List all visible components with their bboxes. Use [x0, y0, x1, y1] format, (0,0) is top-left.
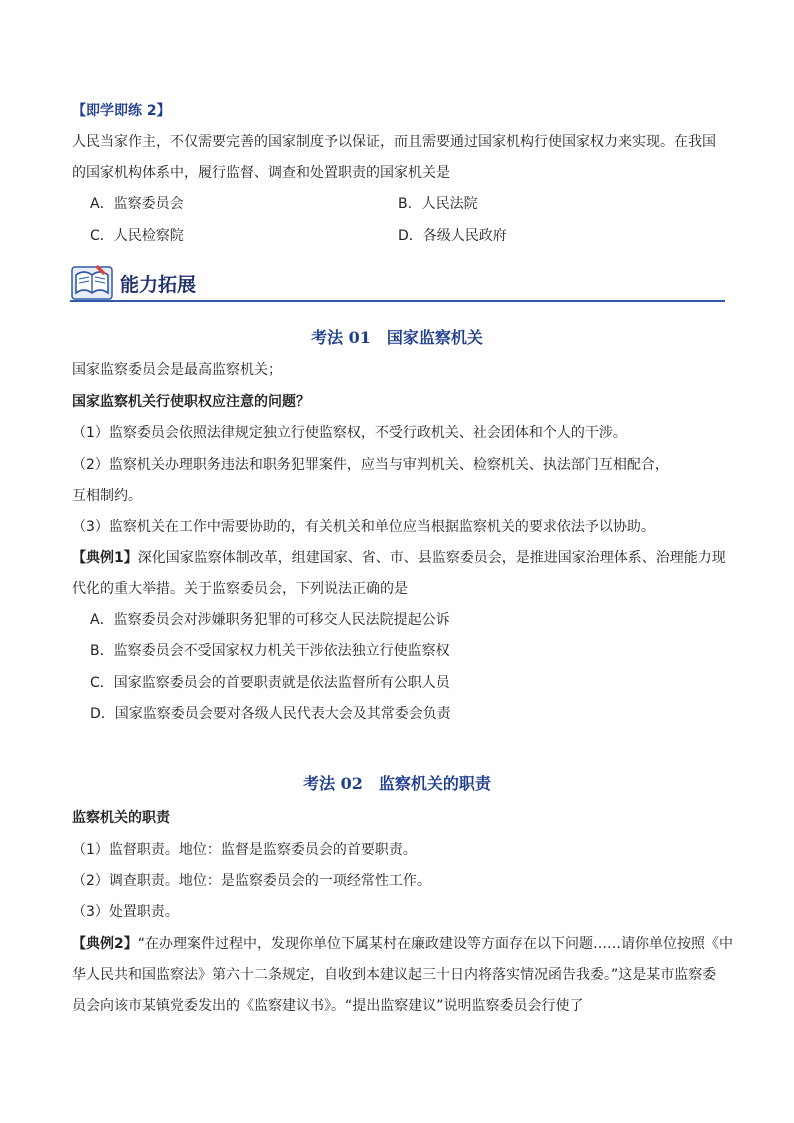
section2-point2: （2）调查职责。地位：是监察委员会的一项经常性工作。: [72, 873, 431, 889]
example2-label: 【典例2】: [72, 936, 138, 952]
example1-option-d: D．国家监察委员会要对各级人民代表大会及其常委会负责: [90, 706, 451, 722]
banner-title: 能力拓展: [120, 274, 197, 296]
example2-line1: [72, 934, 733, 954]
section-banner: [70, 263, 725, 303]
example1-option-c: C．国家监察委员会的首要职责就是依法监督所有公职人员: [90, 675, 450, 691]
section2-point3: （3）处置职责。: [72, 904, 179, 920]
section1-point2: （2）监察机关办理职务违法和职务犯罪案件，应当与审判机关、检察机关、执法部门互相配合，: [72, 457, 669, 473]
example1-text1: 深化国家监察体制改革，组建国家、省、市、县监察委员会，是推进国家治理体系、治理能力现: [137, 550, 726, 566]
example1-option-a: A．监察委员会对涉嫌职务犯罪的可移交人民法院提起公诉: [90, 612, 450, 628]
section1-line1: 国家监察委员会是最高监察机关；: [72, 362, 282, 378]
section1-title: 考法 01 国家监察机关: [311, 328, 483, 347]
practice-option-b: B．人民法院: [398, 196, 478, 212]
section2-point1: （1）监督职责。地位：监督是监察委员会的首要职责。: [72, 842, 417, 858]
book-pen-icon: [70, 263, 114, 303]
section1-point1: （1）监察委员会依照法律规定独立行使监察权，不受行政机关、社会团体和个人的干涉。: [72, 425, 627, 441]
practice-option-d: D．各级人民政府: [398, 228, 507, 244]
section1-question: 国家监察机关行使职权应注意的问题？: [72, 394, 310, 410]
practice-option-c: C．人民检察院: [90, 228, 184, 244]
practice-question-line2: 的国家机构体系中，履行监督、调查和处置职责的国家机关是: [72, 165, 450, 181]
section1-point2-cont: 互相制约。: [72, 488, 142, 504]
example1-option-b: B．监察委员会不受国家权力机关干涉依法独立行使监察权: [90, 643, 450, 659]
section1-point3: （3）监察机关在工作中需要协助的，有关机关和单位应当根据监察机关的要求依法予以协助。: [72, 519, 655, 535]
section2-heading: 监察机关的职责: [72, 810, 170, 826]
banner-underline: [70, 300, 725, 302]
practice-option-a: A．监察委员会: [90, 196, 184, 212]
practice-label: 【即学即练 2】: [72, 103, 171, 119]
example1-line2: 代化的重大举措。关于监察委员会，下列说法正确的是: [72, 581, 408, 597]
section2-title: 考法 02 监察机关的职责: [303, 774, 491, 793]
example2-line3: 员会向该市某镇党委发出的《监察建议书》。“提出监察建议”说明监察委员会行使了: [72, 998, 584, 1014]
example1-line1: [72, 548, 726, 568]
example1-label: 【典例1】: [72, 550, 138, 566]
practice-question-line1: 人民当家作主，不仅需要完善的国家制度予以保证，而且需要通过国家机构行使国家权力来实现。在我国: [72, 134, 716, 150]
example2-text1: “在办理案件过程中，发现你单位下属某村在廉政建设等方面存在以下问题……请你单位按照《中: [137, 936, 734, 952]
example2-line2: 华人民共和国监察法》第六十二条规定，自收到本建议起三十日内将落实情况函告我委。”这是某市监察委: [72, 967, 717, 983]
